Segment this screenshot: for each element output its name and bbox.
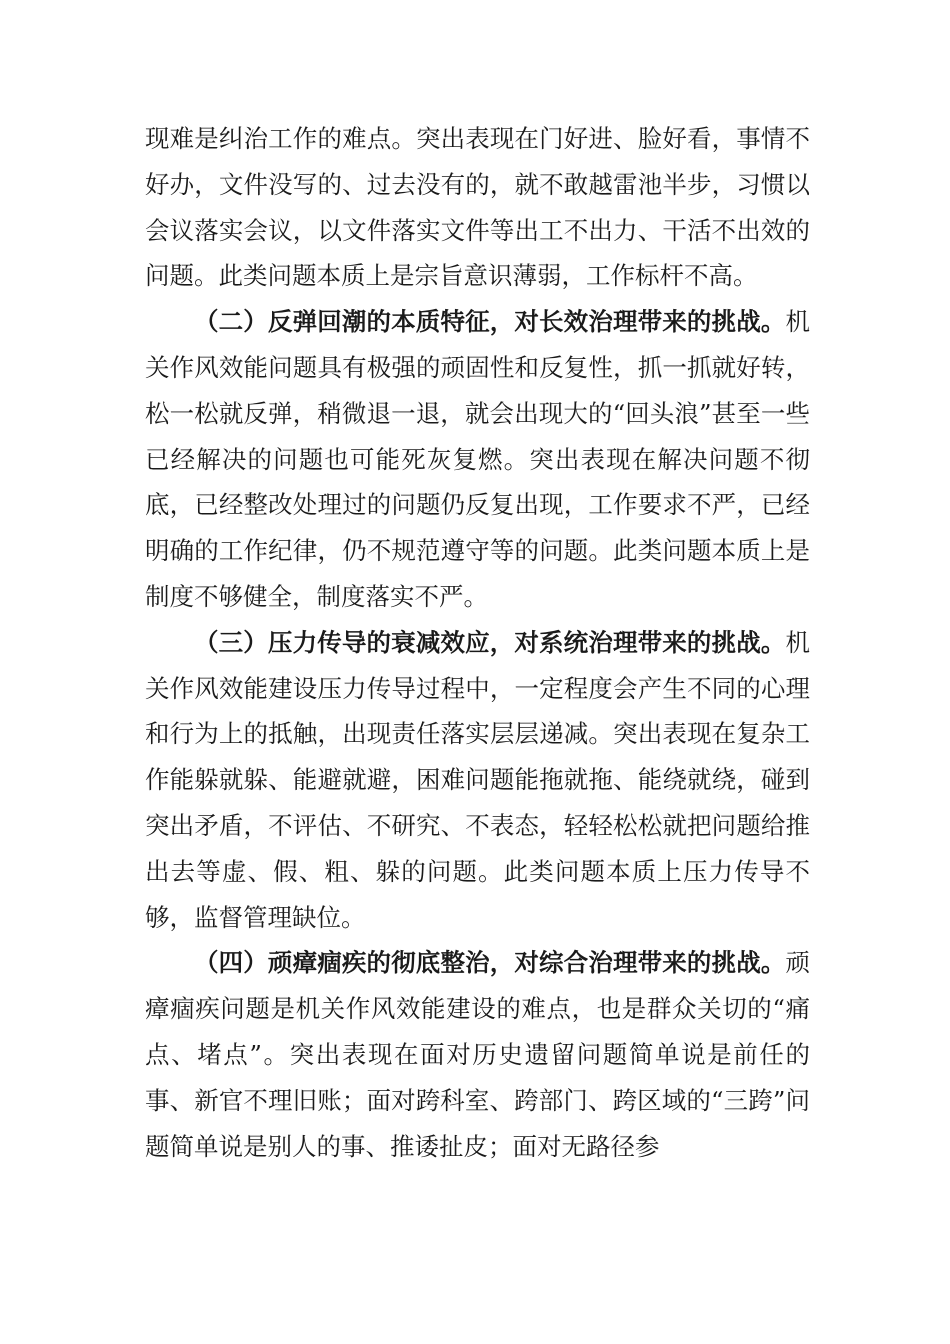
paragraph-section-3 — [145, 620, 810, 941]
paragraph-text: 顽瘴痼疾问题是机关作风效能建设的难点，也是群众关切的“痛点、堵点”。突出表现在面对历史遗留问题简单说是前任的事、新官不理旧账；面对跨科室、跨部门、跨区域的“三跨”问题简单说是别人的事、推诿扯皮；面对无路径参 — [145, 948, 810, 1161]
paragraph-text: 机关作风效能问题具有极强的顽固性和反复性，抓一抓就好转，松一松就反弹，稍微退一退，就会出现大的“回头浪”甚至一些已经解决的问题也可能死灰复燃。突出表现在解决问题不彻底，已经整改处理过的问题仍反复出现，工作要求不严，已经明确的工作纪律，仍不规范遵守等的问题。此类问题本质上是制度不够健全，制度落实不严。 — [145, 307, 810, 611]
section-heading: （二）反弹回潮的本质特征，对长效治理带来的挑战。 — [194, 307, 786, 337]
section-heading: （三）压力传导的衰减效应，对系统治理带来的挑战。 — [194, 627, 786, 657]
section-heading: （四）顽瘴痼疾的彻底整治，对综合治理带来的挑战。 — [194, 948, 786, 978]
paragraph-continuation — [145, 116, 810, 299]
paragraph-section-4 — [145, 940, 810, 1169]
paragraph-section-2 — [145, 299, 810, 620]
paragraph-text: 现难是纠治工作的难点。突出表现在门好进、脸好看，事情不好办，文件没写的、过去没有的，就不敢越雷池半步，习惯以会议落实会议，以文件落实文件等出工不出力、干活不出效的问题。此类问题本质上是宗旨意识薄弱，工作标杆不高。 — [145, 124, 810, 291]
document-body — [145, 116, 810, 1169]
paragraph-text: 机关作风效能建设压力传导过程中，一定程度会产生不同的心理和行为上的抵触，出现责任落实层层递减。突出表现在复杂工作能躲就躲、能避就避，困难问题能拖就拖、能绕就绕，碰到突出矛盾，不评估、不研究、不表态，轻轻松松就把问题给推出去等虚、假、粗、躲的问题。此类问题本质上压力传导不够，监督管理缺位。 — [145, 627, 810, 932]
